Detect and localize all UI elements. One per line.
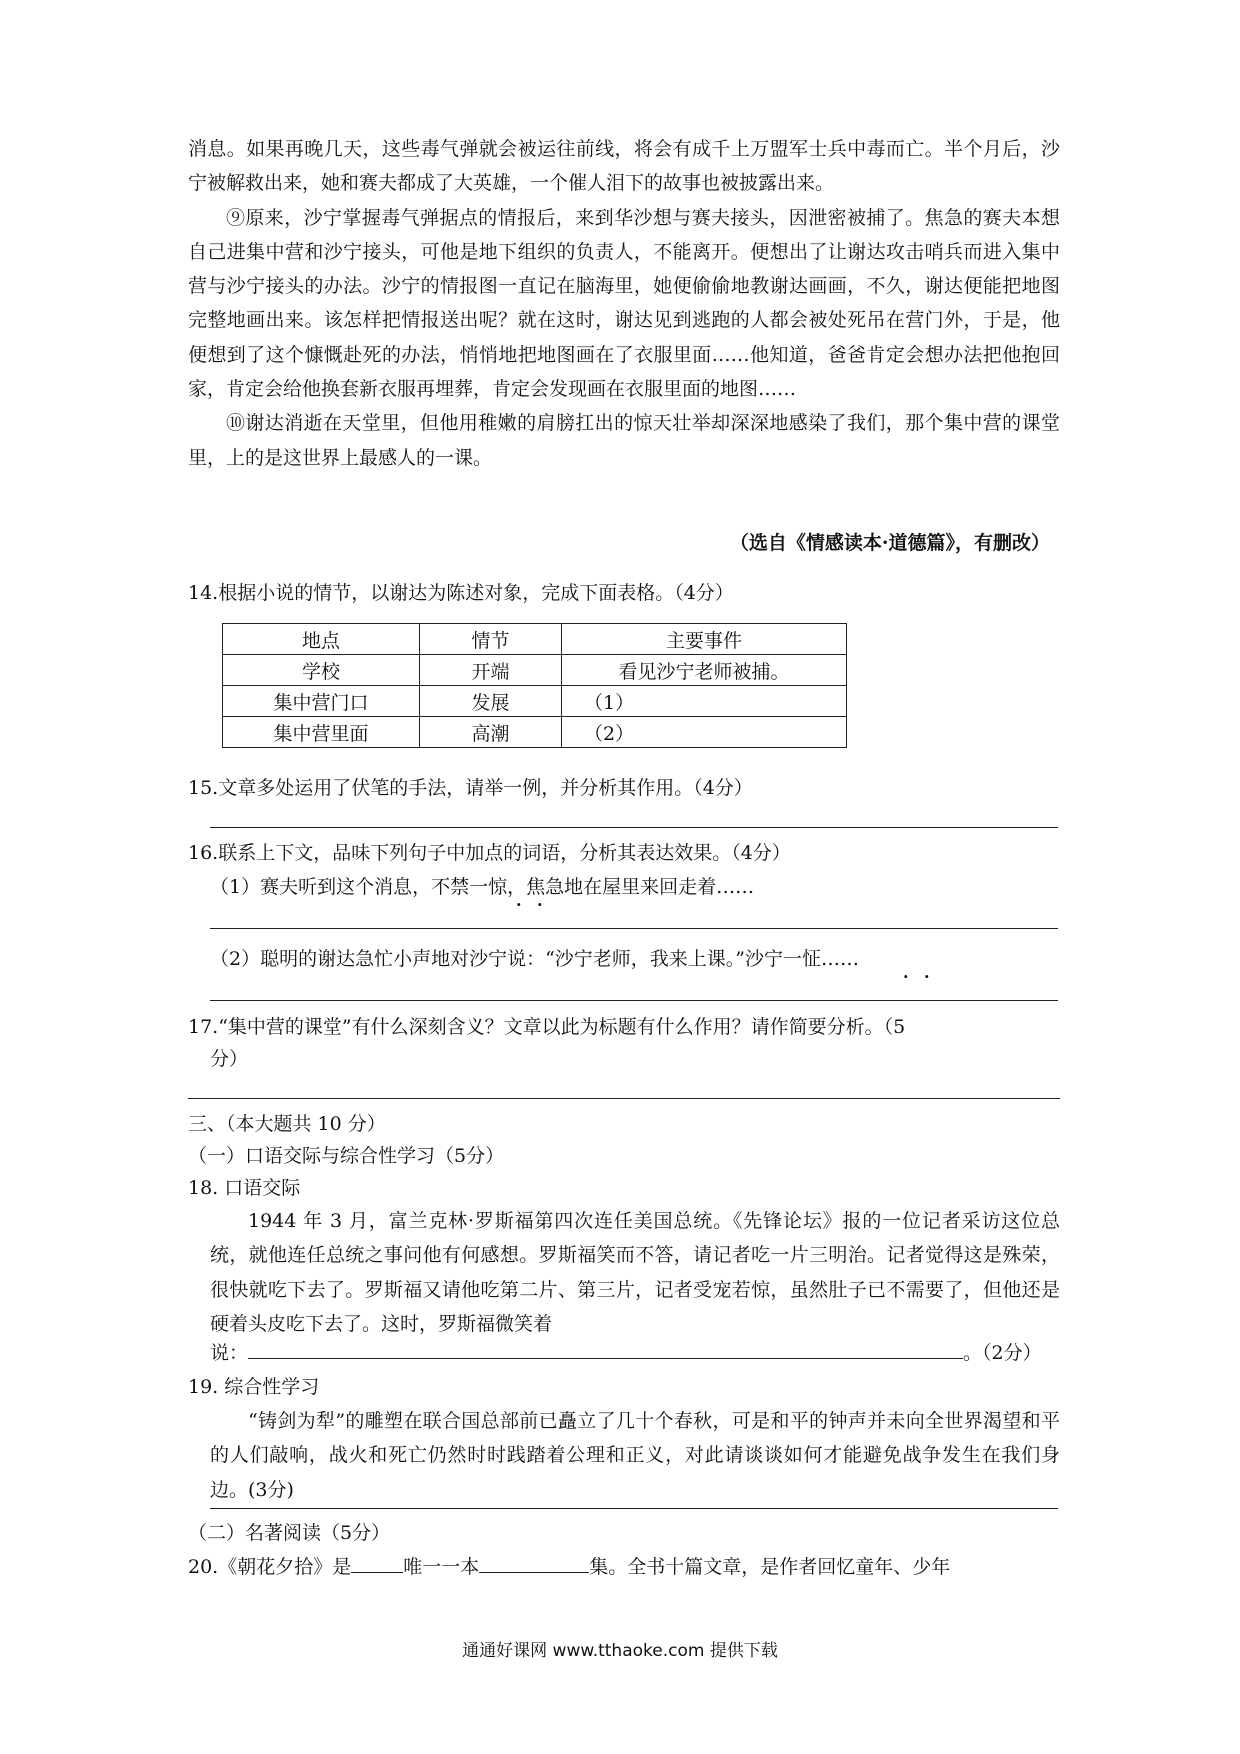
question-16-2: （2）聪明的谢达急忙小声地对沙宁说：“沙宁老师，我来上课。”沙宁一怔…… — [210, 948, 860, 970]
emphasis-dot: · — [903, 967, 909, 986]
question-20-part-b: 唯一一本 — [403, 1556, 480, 1578]
plot-table — [222, 623, 847, 748]
score-label: 。（2分） — [963, 1342, 1042, 1364]
table-cell: 看见沙宁老师被捕。 — [562, 655, 847, 686]
question-19-text — [210, 1404, 1060, 1507]
story-text — [188, 132, 1060, 475]
table-cell: 集中营门口 — [223, 686, 420, 717]
question-18-text — [210, 1204, 1060, 1341]
emphasis-dot: · — [924, 967, 930, 986]
table-row — [223, 717, 847, 748]
table-cell: 高潮 — [420, 717, 562, 748]
question-20-part-a: 20.《朝花夕拾》是 — [188, 1556, 352, 1578]
answer-blank[interactable] — [479, 1552, 589, 1573]
question-18-paragraph: 1944 年 3 月，富兰克林·罗斯福第四次连任美国总统。《先锋论坛》报的一位记者采访这位总统，就他连任总统之事问他有何感想。罗斯福笑而不答，请记者吃一片三明治。记者觉得这是殊荣，很快就吃下去了。罗斯福又请他吃第二片、第三片，记者受宠若惊，虽然肚子已不需要了，但他还是硬着头皮吃下去了。这时，罗斯福微笑着 — [210, 1210, 1060, 1335]
answer-line[interactable] — [210, 1508, 1058, 1509]
question-14: 14.根据小说的情节，以谢达为陈述对象，完成下面表格。（4分） — [188, 582, 734, 604]
question-19-title: 19. 综合性学习 — [188, 1376, 320, 1398]
answer-blank[interactable] — [351, 1552, 403, 1573]
answer-blank[interactable] — [248, 1338, 963, 1359]
answer-line[interactable] — [210, 827, 1058, 828]
table-cell: 学校 — [223, 655, 420, 686]
question-16-1: （1）赛夫听到这个消息，不禁一惊，焦急地在屋里来回走着…… — [210, 876, 755, 898]
answer-blank-2[interactable]: （2） — [562, 717, 847, 748]
question-16: 16.联系上下文，品味下列句子中加点的词语，分析其表达效果。（4分） — [188, 842, 791, 864]
paragraph-8-end: 消息。如果再晚几天，这些毒气弹就会被运往前线，将会有成千上万盟军士兵中毒而亡。半个月后，沙宁被解救出来，她和赛夫都成了大英雄，一个催人泪下的故事也被披露出来。 — [188, 138, 1060, 195]
table-header-cell: 情节 — [420, 624, 562, 655]
section-3-heading: 三、（本大题共 10 分） — [188, 1113, 386, 1135]
answer-line[interactable] — [210, 1000, 1058, 1001]
section-3-part-1: （一）口语交际与综合性学习（5分） — [188, 1145, 505, 1167]
table-header-cell: 主要事件 — [562, 624, 847, 655]
table-header-row — [223, 624, 847, 655]
emphasis-dot: · — [516, 895, 522, 914]
table-row — [223, 655, 847, 686]
question-20 — [188, 1552, 1060, 1579]
paragraph-9: ⑨原来，沙宁掌握毒气弹据点的情报后，来到华沙想与赛夫接头，因泄密被捕了。焦急的赛夫本想自己进集中营和沙宁接头，可他是地下组织的负责人，不能离开。便想出了让谢达攻击哨兵而进入集中营与沙宁接头的办法。沙宁的情报图一直记在脑海里，她便偷偷地教谢达画画，不久，谢达便能把地图完整地画出来。该怎样把情报送出呢？就在这时，谢达见到逃跑的人都会被处死吊在营门外，于是，他便想到了这个慷慨赴死的办法，悄悄地把地图画在了衣服里面……他知道，爸爸肯定会想办法把他抱回家，肯定会给他换套新衣服再埋葬，肯定会发现画在衣服里面的地图…… — [188, 206, 1060, 401]
question-18-answer-row — [210, 1338, 1060, 1365]
paragraph-10: ⑩谢达消逝在天堂里，但他用稚嫩的肩膀扛出的惊天壮举却深深地感染了我们，那个集中营的课堂里，上的是这世界上最感人的一课。 — [188, 412, 1060, 469]
table-cell: 开端 — [420, 655, 562, 686]
section-3-part-2: （二）名著阅读（5分） — [188, 1522, 391, 1544]
answer-line[interactable] — [188, 1098, 1060, 1099]
question-15: 15.文章多处运用了伏笔的手法，请举一例，并分析其作用。（4分） — [188, 777, 753, 799]
footer-watermark: 通通好课网 www.tthaoke.com 提供下载 — [462, 1641, 778, 1661]
answer-line[interactable] — [210, 928, 1058, 929]
question-18-title: 18. 口语交际 — [188, 1177, 301, 1199]
table-cell: 发展 — [420, 686, 562, 717]
emphasis-dot: · — [537, 895, 543, 914]
table-header-cell: 地点 — [223, 624, 420, 655]
table-row — [223, 686, 847, 717]
say-label: 说： — [210, 1342, 249, 1364]
source-citation: （选自《情感读本·道德篇》，有删改） — [729, 532, 1050, 554]
question-20-part-c: 集。全书十篇文章，是作者回忆童年、少年 — [589, 1556, 951, 1578]
question-17-cont: 分） — [210, 1048, 249, 1070]
answer-blank-1[interactable]: （1） — [562, 686, 847, 717]
table-cell: 集中营里面 — [223, 717, 420, 748]
question-19-paragraph: “铸剑为犁”的雕塑在联合国总部前已矗立了几十个春秋，可是和平的钟声并未向全世界渴望和平的人们敲响，战火和死亡仍然时时践踏着公理和正义，对此请谈谈如何才能避免战争发生在我们身边。(3分) — [210, 1410, 1060, 1501]
question-17: 17.“集中营的课堂”有什么深刻含义？文章以此为标题有什么作用？请作简要分析。（5 — [188, 1016, 906, 1038]
